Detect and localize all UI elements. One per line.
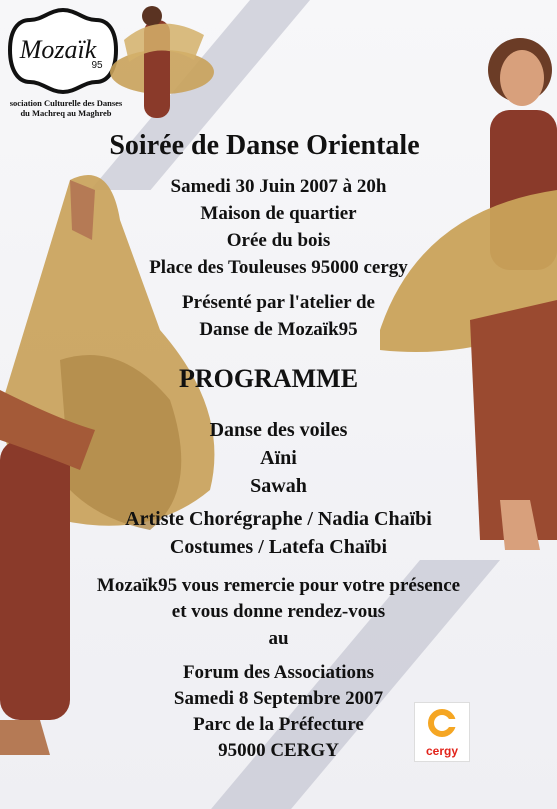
cergy-logo	[414, 702, 470, 762]
presented-line-2: Danse de Mozaïk95	[199, 319, 358, 340]
programme-heading: PROGRAMME	[178, 364, 359, 393]
event-venue: Maison de quartier	[200, 203, 357, 224]
logo-mark: 95	[91, 60, 103, 71]
thanks-line-3: au	[268, 628, 289, 649]
event-date: Samedi 30 Juin 2007 à 20h	[170, 176, 387, 197]
next-event-line-4: 95000 CERGY	[218, 740, 339, 761]
program-item: Aïni	[260, 447, 297, 469]
association-line-1: sociation Culturelle des Danses	[9, 98, 123, 108]
next-event-line-1: Forum des Associations	[182, 662, 375, 683]
thanks-line-2: et vous donne rendez-vous	[171, 601, 386, 622]
next-event-line-3: Parc de la Préfecture	[193, 714, 364, 735]
diagonal-stripe-bottom	[202, 560, 500, 809]
program-item: Danse des voiles	[209, 419, 348, 441]
credit-costumes: Costumes / Latefa Chaïbi	[169, 536, 388, 558]
page-title: Soirée de Danse Orientale	[109, 130, 420, 161]
credit-choreographer: Artiste Chorégraphe / Nadia Chaïbi	[125, 508, 432, 530]
logo-text: Mozaïk	[19, 35, 97, 64]
thanks-line-1: Mozaïk95 vous remercie pour votre présence	[96, 575, 461, 596]
presented-line-1: Présenté par l'atelier de	[182, 292, 375, 313]
association-line-2: du Machreq au Maghreb	[20, 108, 112, 118]
next-event-line-2: Samedi 8 Septembre 2007	[173, 688, 384, 709]
cergy-logo-label: cergy	[425, 744, 459, 758]
cergy-logo-mark-icon	[427, 708, 457, 738]
event-place: Orée du bois	[226, 230, 331, 251]
dancer-photo-top	[104, 0, 214, 135]
event-address: Place des Touleuses 95000 cergy	[149, 257, 408, 278]
program-item: Sawah	[250, 475, 307, 497]
